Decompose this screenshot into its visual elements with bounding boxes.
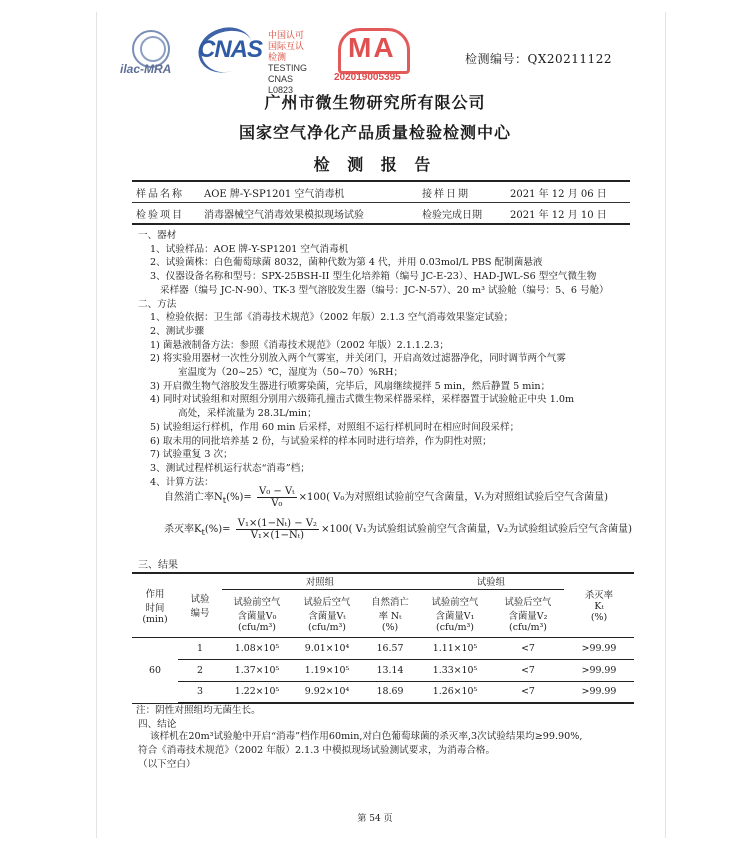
section-heading: 一、器材 bbox=[138, 230, 177, 241]
results-note: 注：阴性对照组均无菌生长。 bbox=[136, 705, 261, 716]
vt-value: 9.92×10⁴ bbox=[292, 681, 362, 703]
header-kill-rate: 杀灭率 Kₜ (%) bbox=[564, 573, 634, 637]
test-item-value: 消毒器械空气消毒效果模拟现场试验 bbox=[200, 203, 418, 225]
list-item: 2、试验菌株：白色葡萄球菌 8032，菌种代数为第 4 代，并用 0.03mol/L PBS 配制菌悬液 bbox=[150, 257, 543, 269]
conclusion-heading: 四、结论 bbox=[138, 719, 177, 730]
v0-value: 1.08×10⁵ bbox=[222, 637, 292, 659]
step-item: 2) 将实验用器材一次性分别放入两个气雾室，并关闭门，开启高效过滤器净化，同时调节两个气雾 bbox=[150, 353, 566, 365]
step-item: 6) 取未用的同批培养基 2 份，与试验采样的样本同时进行培养，作为阴性对照； bbox=[150, 435, 492, 447]
nt-value: 18.69 bbox=[362, 681, 418, 703]
v1-value: 1.11×10⁵ bbox=[418, 637, 492, 659]
conclusion-text bbox=[138, 730, 638, 772]
kill-rate-formula: 杀灭率$K_t(\%)=$ $\frac{\text{V₁×(1−Nₜ) − V₂}}{\text{V₁×(1−Nₜ)}}$ ×100( V₁为试验组试验前空气含菌量，V₂为试验组试验后空气含菌量) bbox=[164, 518, 632, 541]
header-v1: 试验前空气 含菌量V₁ (cfu/m³) bbox=[418, 589, 492, 637]
vt-value: 9.01×10⁴ bbox=[292, 637, 362, 659]
header-control-group: 对照组 bbox=[222, 573, 418, 589]
step-item: 1) 菌悬液制备方法：参照《消毒技术规范》（2002 年版）2.1.1.2.3； bbox=[150, 339, 449, 351]
nt-value: 16.57 bbox=[362, 637, 418, 659]
list-item: 采样器（编号 JC-N-90）、TK-3 型气溶胶发生器（编号：JC-N-57）、20 m³ 试验舱（编号：5、6 号舱） bbox=[160, 284, 609, 296]
v1-value: 1.26×10⁵ bbox=[418, 681, 492, 703]
page-number: 第 54 页 bbox=[357, 814, 393, 824]
v2-value: <7 bbox=[492, 681, 564, 703]
formula-denominator: V₁×(1−Nₜ) bbox=[250, 530, 305, 541]
section-heading: 二、方法 bbox=[138, 298, 177, 310]
list-item: 3、测试过程样机运行状态“消毒”档； bbox=[150, 462, 310, 474]
table-row bbox=[132, 637, 634, 659]
formula-denominator: V₀ bbox=[271, 498, 283, 509]
v0-value: 1.37×10⁵ bbox=[222, 659, 292, 681]
header-v2: 试验后空气 含菌量V₂ (cfu/m³) bbox=[492, 589, 564, 637]
cma-logo: MA 202019005395 bbox=[332, 26, 416, 84]
receive-date-value: 2021 年 12 月 06 日 bbox=[506, 181, 630, 203]
cnas-logo: CNAS bbox=[192, 26, 260, 74]
sample-name-label: 样品名称 bbox=[132, 181, 200, 203]
cnas-side-line: TESTING bbox=[268, 63, 308, 73]
report-body bbox=[138, 229, 638, 489]
receive-date-label: 接样日期 bbox=[418, 181, 506, 203]
cnas-accreditation-text bbox=[268, 30, 307, 96]
cnas-side-line: 国际互认 bbox=[268, 41, 305, 51]
vt-value: 1.19×10⁵ bbox=[292, 659, 362, 681]
trial-no: 2 bbox=[178, 659, 222, 681]
table-row bbox=[132, 181, 630, 203]
kt-value: >99.99 bbox=[564, 637, 634, 659]
table-row bbox=[132, 681, 634, 703]
cnas-side-line: 中国认可 bbox=[268, 30, 305, 40]
formula-numerator: V₁×(1−Nₜ) − V₂ bbox=[237, 518, 318, 529]
center-title: 国家空气净化产品质量检验检测中心 bbox=[238, 123, 511, 142]
cnas-side-line: CNAS L0823 bbox=[268, 74, 294, 95]
v0-value: 1.22×10⁵ bbox=[222, 681, 292, 703]
cnas-side-line: 检测 bbox=[268, 52, 287, 62]
list-item: 3、仪器设备名称和型号：SPX-25BSH-II 型生化培养箱（编号 JC-E-23）、HAD-JWL-S6 型空气微生物 bbox=[150, 271, 597, 283]
header-nt: 自然消亡 率 Nₜ (%) bbox=[362, 589, 418, 637]
ilac-mra-logo: ilac-MRA bbox=[120, 26, 190, 78]
table-row bbox=[132, 203, 630, 225]
trial-no: 3 bbox=[178, 681, 222, 703]
v2-value: <7 bbox=[492, 637, 564, 659]
step-item: 4) 同时对试验组和对照组分别用六级筛孔撞击式微生物采样器采样，采样器置于试验舱正中央 1.0m bbox=[150, 394, 575, 406]
step-item: 5) 试验组运行样机，作用 60 min 后采样，对照组不运行样机同时在相应时间段采样； bbox=[150, 421, 520, 433]
list-item: 1、检验依据：卫生部《消毒技术规范》（2002 年版）2.1.3 空气消毒效果鉴定试验； bbox=[150, 312, 514, 324]
kt-value: >99.99 bbox=[564, 681, 634, 703]
header-time: 作用 时间 (min) bbox=[132, 573, 178, 637]
formula-numerator: V₀ − Vₜ bbox=[258, 486, 295, 497]
step-item: 3) 开启微生物气溶胶发生器进行喷雾染菌，完毕后，风扇继续搅拌 5 min，然后静置 5 min； bbox=[150, 380, 551, 392]
header-v0: 试验前空气 含菌量V₀ (cfu/m³) bbox=[222, 589, 292, 637]
complete-date-value: 2021 年 12 月 10 日 bbox=[506, 203, 630, 225]
v1-value: 1.33×10⁵ bbox=[418, 659, 492, 681]
header-test-group: 试验组 bbox=[418, 573, 564, 589]
time-value: 60 bbox=[132, 637, 178, 703]
sample-info-table bbox=[132, 180, 630, 225]
natural-decay-formula: 自然消亡率$N_t(\%)=$ $\frac{\text{V₀ − Vₜ}}{\text{V₀}}$ ×100( V₀为对照组试验前空气含菌量，Vₜ为对照组试验后空气含菌量) bbox=[164, 486, 609, 509]
complete-date-label: 检验完成日期 bbox=[418, 203, 506, 225]
nt-value: 13.14 bbox=[362, 659, 418, 681]
list-item: 2、测试步骤 bbox=[150, 325, 205, 337]
table-row bbox=[132, 659, 634, 681]
header-vt: 试验后空气 含菌量Vₜ (cfu/m³) bbox=[292, 589, 362, 637]
table-row bbox=[132, 573, 634, 589]
step-item: 高处，采样流量为 28.3L/min； bbox=[178, 408, 317, 420]
results-table bbox=[132, 572, 634, 704]
kt-value: >99.99 bbox=[564, 659, 634, 681]
company-title: 广州市微生物研究所有限公司 bbox=[264, 93, 486, 112]
conclusion-line: （以下空白） bbox=[138, 759, 196, 770]
report-title: 检 测 报 告 bbox=[313, 155, 437, 174]
header-trial-no: 试验 编号 bbox=[178, 573, 222, 637]
list-item: 1、试验样品：AOE 牌-Y-SP1201 空气消毒机 bbox=[150, 243, 349, 255]
step-item: 室温度为（20~25）℃，湿度为（50~70）%RH； bbox=[178, 367, 404, 379]
trial-no: 1 bbox=[178, 637, 222, 659]
v2-value: <7 bbox=[492, 659, 564, 681]
report-number: 检测编号：QX20211122 bbox=[465, 52, 612, 66]
conclusion-line: 该样机在20m³试验舱中开启“消毒”档作用60min,对白色葡萄球菌的杀灭率,3次试验结果均≥99.90%, bbox=[150, 731, 583, 742]
test-item-label: 检验项目 bbox=[132, 203, 200, 225]
cma-number: 202019005395 bbox=[334, 72, 401, 83]
conclusion-line: 符合《消毒技术规范》（2002 年版）2.1.3 中模拟现场试验测试要求，为消毒合格。 bbox=[138, 745, 496, 756]
results-heading: 三、结果 bbox=[138, 560, 178, 571]
list-item: 4、计算方法： bbox=[150, 476, 214, 488]
step-item: 7) 试验重复 3 次； bbox=[150, 449, 233, 461]
sample-name-value: AOE 牌-Y-SP1201 空气消毒机 bbox=[200, 181, 418, 203]
